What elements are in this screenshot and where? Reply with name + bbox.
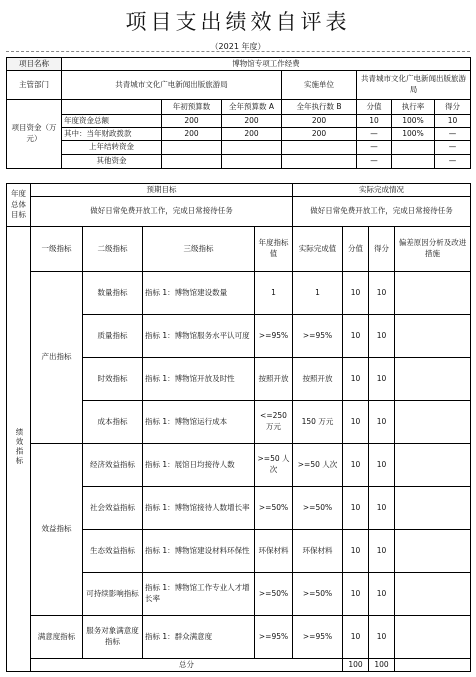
funds-cell: — [357, 128, 392, 141]
score-value: 10 [343, 444, 369, 487]
perf-header: 二级指标 [83, 227, 143, 272]
funds-cell [222, 155, 282, 169]
got-value: 10 [369, 444, 395, 487]
funds-cell: 200 [222, 115, 282, 128]
project-name-value: 博物馆专项工作经费 [62, 58, 471, 71]
level2-indicator: 经济效益指标 [83, 444, 143, 487]
perf-header: 年度指标值 [255, 227, 293, 272]
funds-cell: 200 [162, 128, 222, 141]
funds-header: 分值 [357, 100, 392, 115]
level2-indicator: 可持续影响指标 [83, 573, 143, 616]
funds-row-name: 其中：当年财政拨款 [62, 128, 162, 141]
level2-indicator: 成本指标 [83, 401, 143, 444]
funds-header: 得分 [435, 100, 471, 115]
target-value: 环保材料 [255, 530, 293, 573]
funds-cell [222, 141, 282, 155]
got-value: 10 [369, 487, 395, 530]
dept-label: 主管部门 [7, 71, 62, 100]
funds-cell: 200 [282, 128, 357, 141]
target-value: 1 [255, 272, 293, 315]
actual-value: 150 万元 [293, 401, 343, 444]
actual-value: >=50% [293, 573, 343, 616]
score-value: 10 [343, 315, 369, 358]
score-value: 10 [343, 573, 369, 616]
perf-header: 分值 [343, 227, 369, 272]
target-value: <=250 万元 [255, 401, 293, 444]
actual-value: 1 [293, 272, 343, 315]
target-value: 按照开放 [255, 358, 293, 401]
deviation-note [395, 358, 471, 401]
level1-indicator: 产出指标 [31, 272, 83, 444]
funds-cell: — [357, 155, 392, 169]
got-value: 10 [369, 530, 395, 573]
level3-indicator: 指标 1：博物馆服务水平认可度 [143, 315, 255, 358]
level2-indicator: 时效指标 [83, 358, 143, 401]
level3-indicator: 指标 1：博物馆开放及时性 [143, 358, 255, 401]
perf-header: 三级指标 [143, 227, 255, 272]
got-value: 10 [369, 358, 395, 401]
level3-indicator: 指标 1：博物馆运行成本 [143, 401, 255, 444]
funds-cell [282, 141, 357, 155]
funds-header: 年初预算数 [162, 100, 222, 115]
got-value: 10 [369, 401, 395, 444]
level3-indicator: 指标 1：展馆日均接待人数 [143, 444, 255, 487]
total-score: 100 [343, 659, 369, 672]
score-value: 10 [343, 401, 369, 444]
target-value: >=95% [255, 315, 293, 358]
project-name-label: 项目名称 [7, 58, 62, 71]
score-value: 10 [343, 616, 369, 659]
deviation-note [395, 616, 471, 659]
funds-row-name: 年度资金总额 [62, 115, 162, 128]
deviation-note [395, 573, 471, 616]
deviation-note [395, 487, 471, 530]
actual-goal-header: 实际完成情况 [293, 184, 471, 197]
target-value: >=95% [255, 616, 293, 659]
deviation-note [395, 530, 471, 573]
funds-cell: 10 [435, 115, 471, 128]
divider [6, 51, 470, 52]
perf-header: 一级指标 [31, 227, 83, 272]
deviation-note [395, 315, 471, 358]
impl-value: 共青城市文化广电新闻出版旅游局 [357, 71, 471, 100]
funds-row-name: 其他资金 [62, 155, 162, 169]
funds-cell: 10 [357, 115, 392, 128]
level1-indicator: 效益指标 [31, 444, 83, 616]
score-value: 10 [343, 272, 369, 315]
perf-header: 得分 [369, 227, 395, 272]
deviation-note [395, 401, 471, 444]
expected-goal-text: 做好日常免费开放工作，完成日常接待任务 [31, 197, 293, 227]
year-label: （2021 年度） [210, 42, 266, 51]
perf-label-text: 绩效指标 [14, 428, 24, 467]
level3-indicator: 指标 1：博物馆接待人数增长率 [143, 487, 255, 530]
score-value: 10 [343, 530, 369, 573]
funds-cell [162, 141, 222, 155]
level2-indicator: 质量指标 [83, 315, 143, 358]
perf-header: 实际完成值 [293, 227, 343, 272]
got-value: 10 [369, 573, 395, 616]
score-value: 10 [343, 487, 369, 530]
expected-goal-header: 预期目标 [31, 184, 293, 197]
deviation-note [395, 272, 471, 315]
target-value: >=50 人次 [255, 444, 293, 487]
funds-cell: — [435, 155, 471, 169]
got-value: 10 [369, 315, 395, 358]
dept-value: 共青城市文化广电新闻出版旅游局 [62, 71, 282, 100]
actual-value: 按照开放 [293, 358, 343, 401]
funds-cell: 100% [392, 115, 435, 128]
funds-header: 执行率 [392, 100, 435, 115]
funds-cell: 200 [222, 128, 282, 141]
level2-indicator: 服务对象满意度指标 [83, 616, 143, 659]
funds-blank [62, 100, 162, 115]
impl-label: 实施单位 [282, 71, 357, 100]
funds-cell: — [357, 141, 392, 155]
project-info-table [6, 57, 471, 169]
target-value: >=50% [255, 487, 293, 530]
funds-label: 项目资金（万元） [7, 100, 62, 169]
funds-cell [392, 141, 435, 155]
perf-label [7, 227, 31, 672]
funds-cell [392, 155, 435, 169]
deviation-note [395, 444, 471, 487]
funds-header: 全年执行数 B [282, 100, 357, 115]
got-value: 10 [369, 616, 395, 659]
performance-table [6, 183, 471, 672]
total-label: 总分 [31, 659, 343, 672]
funds-cell [162, 155, 222, 169]
got-value: 10 [369, 272, 395, 315]
level2-indicator: 社会效益指标 [83, 487, 143, 530]
level3-indicator: 指标 1：博物馆工作专业人才增长率 [143, 573, 255, 616]
actual-goal-text: 做好日常免费开放工作，完成日常接待任务 [293, 197, 471, 227]
funds-cell [282, 155, 357, 169]
level2-indicator: 生态效益指标 [83, 530, 143, 573]
actual-value: 环保材料 [293, 530, 343, 573]
perf-header: 偏差原因分析及改进措施 [395, 227, 471, 272]
total-got: 100 [369, 659, 395, 672]
funds-header: 全年预算数 A [222, 100, 282, 115]
funds-cell: 100% [392, 128, 435, 141]
page-title: 项目支出绩效自评表 [125, 10, 351, 34]
goal-label: 年度总体目标 [7, 184, 31, 227]
funds-cell: — [435, 141, 471, 155]
actual-value: >=50% [293, 487, 343, 530]
level3-indicator: 指标 1：博物馆建设数量 [143, 272, 255, 315]
actual-value: >=95% [293, 315, 343, 358]
level3-indicator: 指标 1：博物馆建设材料环保性 [143, 530, 255, 573]
target-value: >=50% [255, 573, 293, 616]
level2-indicator: 数量指标 [83, 272, 143, 315]
funds-cell: — [435, 128, 471, 141]
actual-value: >=50 人次 [293, 444, 343, 487]
level1-indicator: 满意度指标 [31, 616, 83, 659]
actual-value: >=95% [293, 616, 343, 659]
funds-cell: 200 [162, 115, 222, 128]
total-note [395, 659, 471, 672]
funds-cell: 200 [282, 115, 357, 128]
score-value: 10 [343, 358, 369, 401]
funds-row-name: 上年结转资金 [62, 141, 162, 155]
level3-indicator: 指标 1：群众满意度 [143, 616, 255, 659]
